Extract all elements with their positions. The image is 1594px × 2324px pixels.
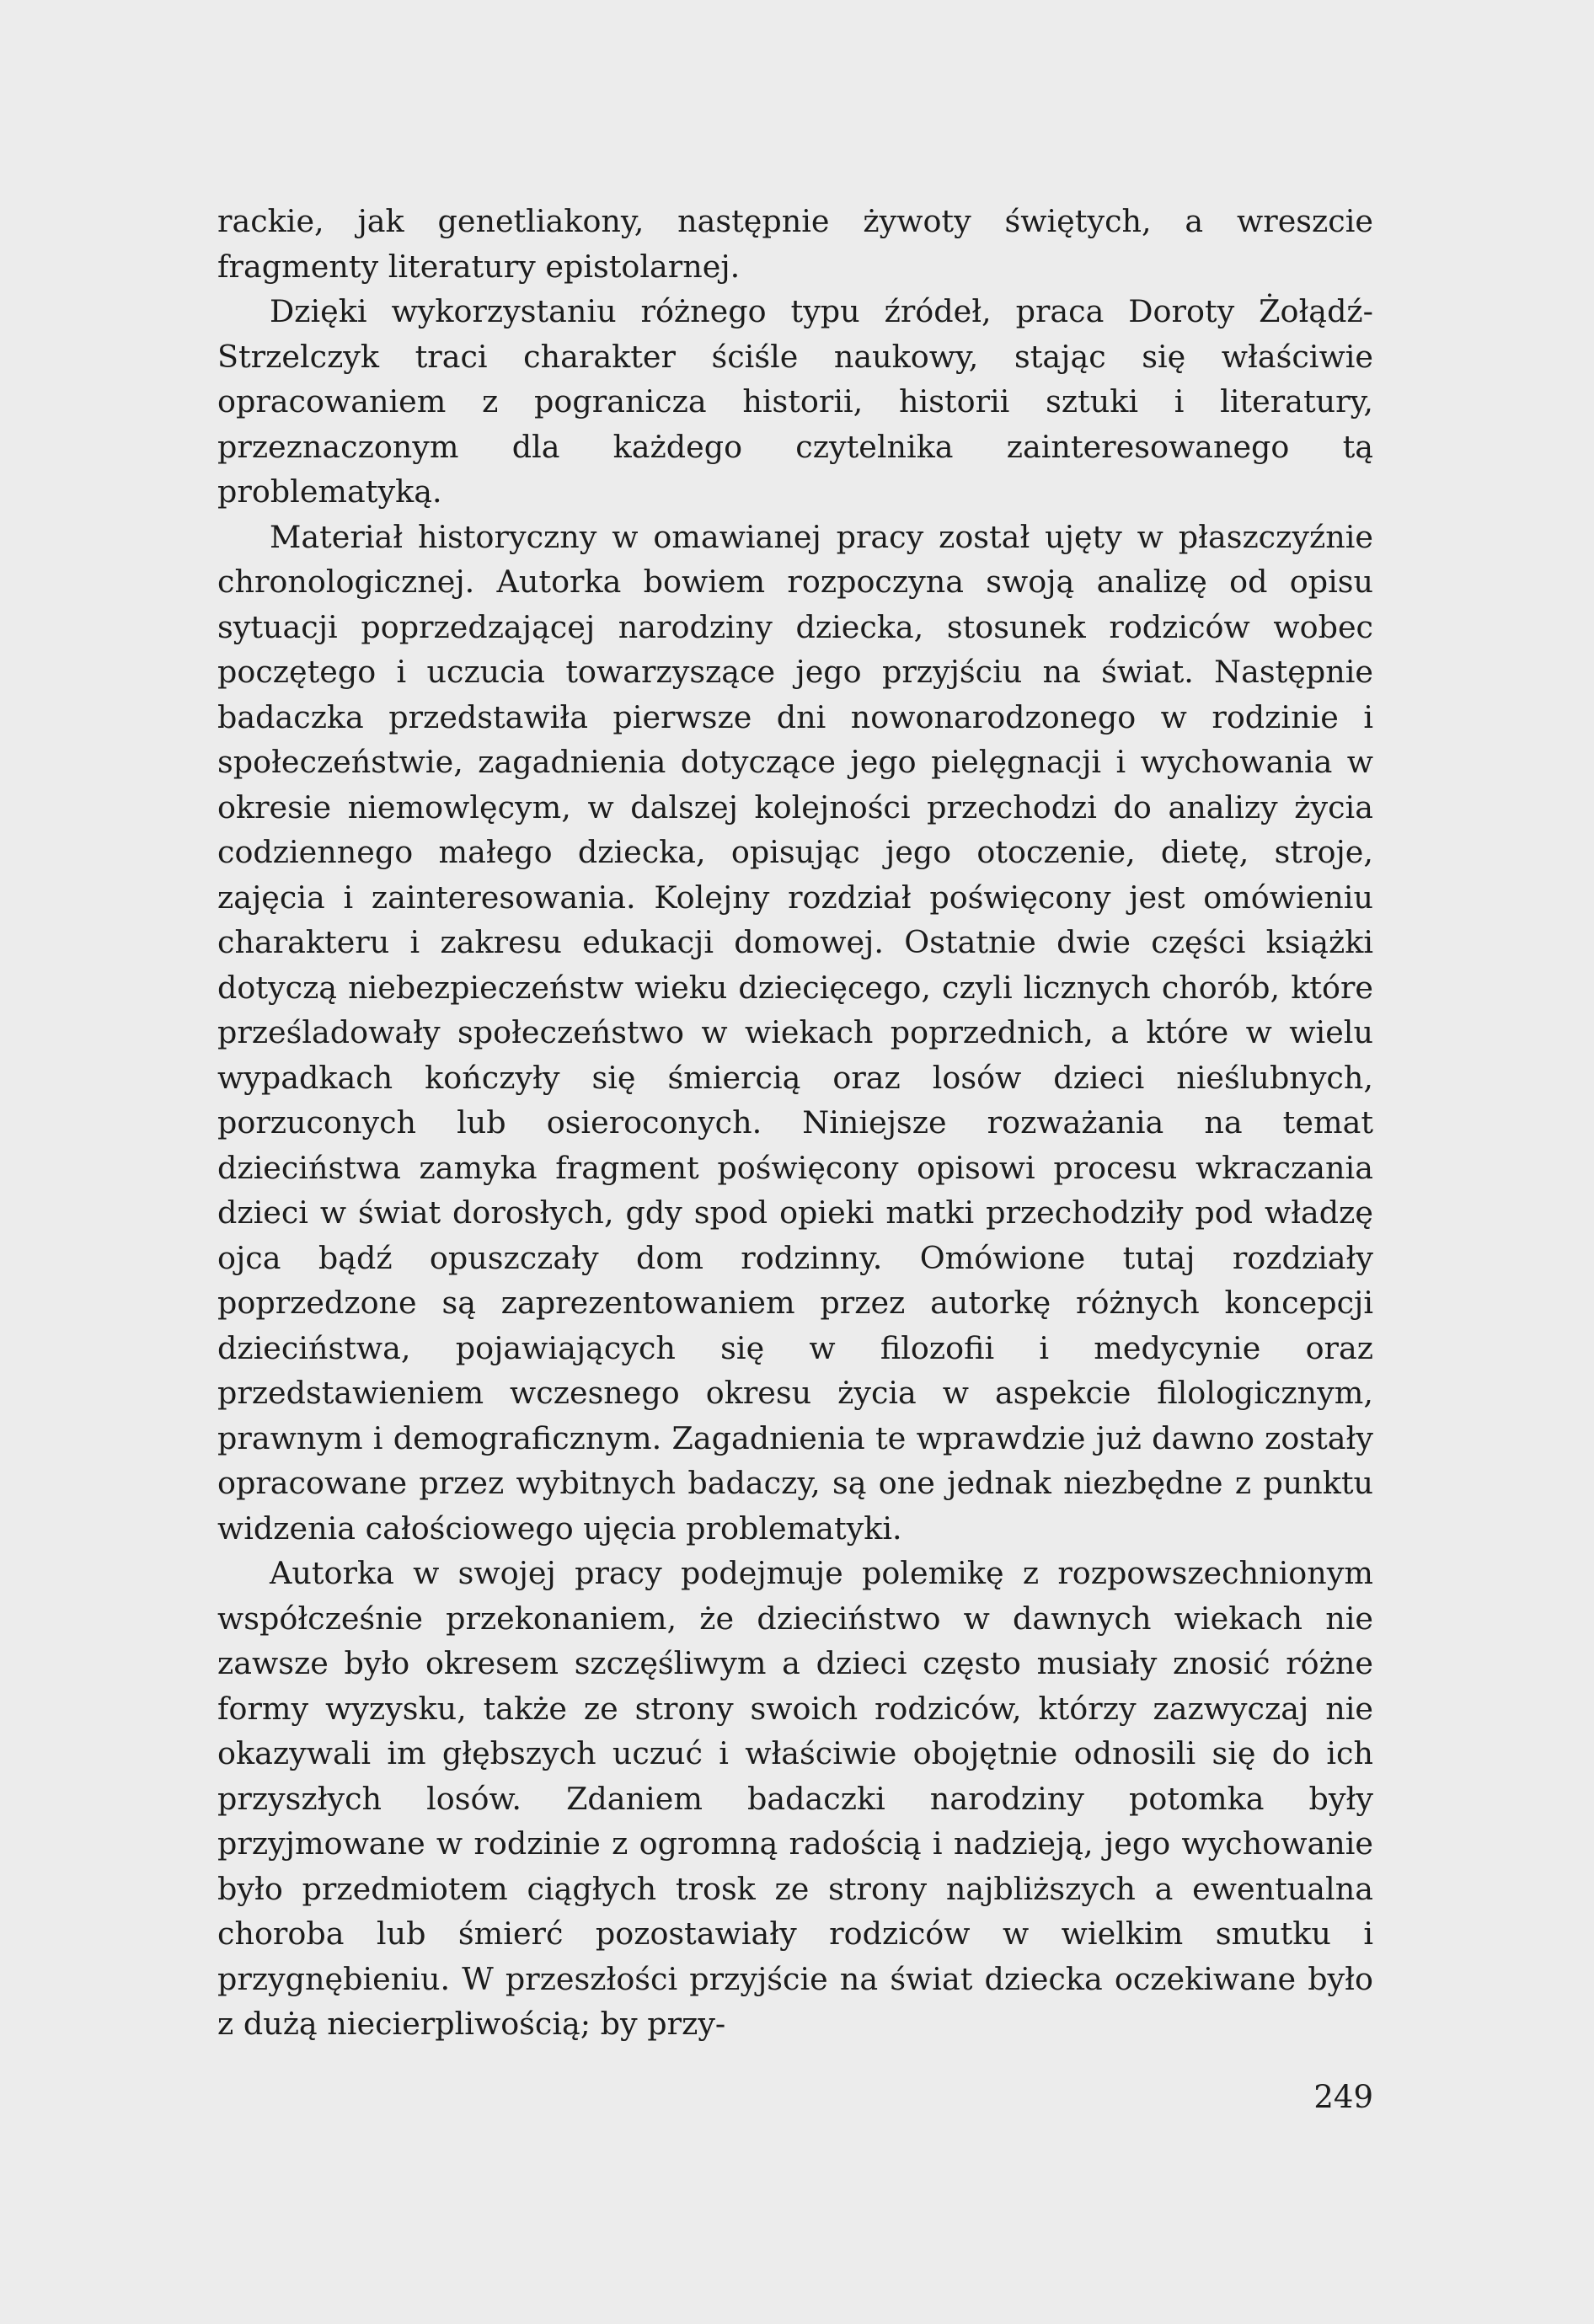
- paragraph-polemic: Autorka w swojej pracy podejmuje polemikę z rozpowszechnionym współcześnie przekonaniem, że dzieciństwo w dawnych wiekach nie zawsze było okresem szczęśliwym a dzieci często musiały znosić różne formy wyzysku, także ze strony swoich rodziców, którzy zazwyczaj nie okazywali im głębszych uczuć i właściwie obojętnie odnosili się do ich przyszłych losów. Zdaniem badaczki narodziny potomka były przyjmowane w rodzinie z ogromną radością i nadzieją, jego wychowanie było przedmiotem ciągłych trosk ze strony najbliższych a ewentualna choroba lub śmierć pozostawiały rodziców w wielkim smutku i przygnębieniu. W przeszłości przyjście na świat dziecka oczekiwane było z dużą niecierpliwością; by przy-: [217, 1555, 1373, 2042]
- paragraph-continuation: rackie, jak genetliakony, następnie żywoty świętych, a wreszcie fragmenty literatury epistolarnej.: [217, 203, 1373, 285]
- paragraph-sources: Dzięki wykorzystaniu różnego typu źródeł, praca Doroty Żołądź-Strzelczyk traci charakter ściśle naukowy, stając się właściwie opracowaniem z pogranicza historii, historii sztuki i literatury, przeznaczonym dla każdego czytelnika zainteresowanego tą problematyką.: [217, 293, 1373, 510]
- body-text: [217, 199, 1373, 2047]
- paragraph-structure: Materiał historyczny w omawianej pracy został ujęty w płaszczyźnie chronologicznej. Autorka bowiem rozpoczyna swoją analizę od opisu sytuacji poprzedzającej narodziny dziecka, stosunek rodziców wobec poczętego i uczucia towarzyszące jego przyjściu na świat. Następnie badaczka przedstawiła pierwsze dni nowonarodzonego w rodzinie i społeczeństwie, zagadnienia dotyczące jego pielęgnacji i wychowania w okresie niemowlęcym, w dalszej kolejności przechodzi do analizy życia codziennego małego dziecka, opisując jego otoczenie, dietę, stroje, zajęcia i zainteresowania. Kolejny rozdział poświęcony jest omówieniu charakteru i zakresu edukacji domowej. Ostatnie dwie części książki dotyczą niebezpieczeństw wieku dziecięcego, czyli licznych chorób, które prześladowały społeczeństwo w wiekach poprzednich, a które w wielu wypadkach kończyły się śmiercią oraz losów dzieci nieślubnych, porzuconych lub osieroconych. Niniejsze rozważania na temat dzieciństwa zamyka fragment poświęcony opisowi procesu wkraczania dzieci w świat dorosłych, gdy spod opieki matki przechodziły pod władzę ojca bądź opuszczały dom rodzinny. Omówione tutaj rozdziały poprzedzone są zaprezentowaniem przez autorkę różnych koncepcji dzieciństwa, pojawiających się w filozofii i medycynie oraz przedstawieniem wczesnego okresu życia w aspekcie filologicznym, prawnym i demograficznym. Zagadnienia te wprawdzie już dawno zostały opracowane przez wybitnych badaczy, są one jednak niezbędne z punktu widzenia całościowego ujęcia problematyki.: [217, 518, 1373, 1547]
- page-number: 249: [1313, 2079, 1373, 2115]
